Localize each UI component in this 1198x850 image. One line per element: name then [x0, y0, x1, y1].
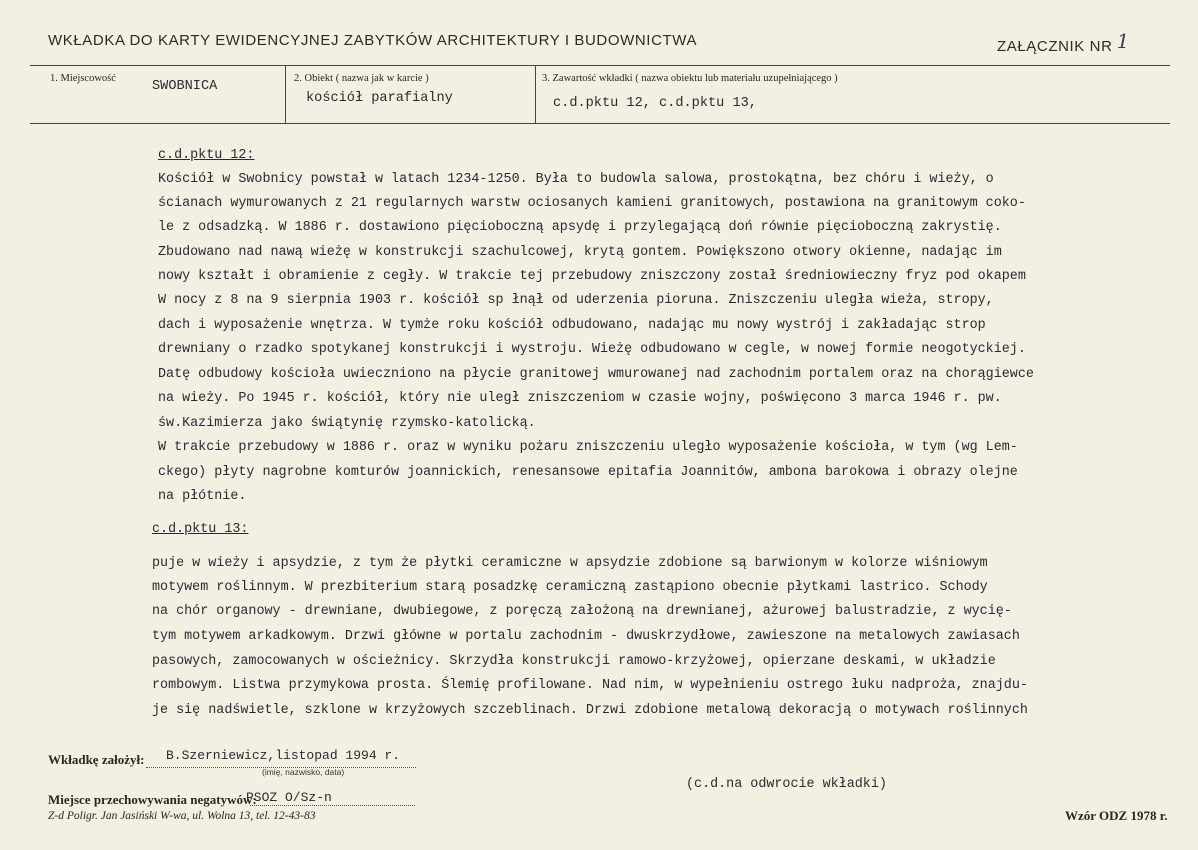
text-line: dach i wyposażenie wnętrza. W tymże roku kościół odbudowano, nadając mu nowy wystrój i zakładając strop: [158, 318, 986, 333]
text-line: Zbudowano nad nawą wieżę w konstrukcji szachulcowej, krytą gontem. Powiększono otwory okienne, nadając im: [158, 245, 1002, 260]
text-line: tym motywem arkadkowym. Drzwi główne w portalu zachodnim - dwuskrzydłowe, zawieszone na metalowych zawiasach: [152, 629, 1020, 644]
text-line: na płótnie.: [158, 489, 247, 504]
author-value: B.Szerniewicz,listopad 1994 r.: [166, 748, 401, 763]
text-line: le z odsadzką. W 1886 r. dostawiono pięcioboczną apsydę i przylegającą doń równie pięcioboczną zakrystię.: [158, 220, 1002, 235]
text-line: św.Kazimierza jako świątynię rzymsko-katolicką.: [158, 416, 536, 431]
text-line: ścianach wymurowanych z 21 regularnych warstw ociosanych kamieni granitowych, postawiona na granitowym coko-: [158, 196, 1026, 211]
text-line: Kościół w Swobnicy powstał w latach 1234-1250. Była to budowla salowa, prostokątna, bez chóru i wieży, o: [158, 172, 994, 187]
text-line: nowy kształt i obramienie z cegły. W trakcie tej przebudowy zniszczony został średniowieczny fryz pod okapem: [158, 269, 1026, 284]
form-title: WKŁADKA DO KARTY EWIDENCYJNEJ ZABYTKÓW ARCHITEKTURY I BUDOWNICTWA: [48, 32, 698, 49]
text-line: Datę odbudowy kościoła uwieczniono na płycie granitowej wmurowanej nad zachodnim portalem oraz na chorągiewce: [158, 367, 1034, 382]
contents-label: 3. Zawartość wkładki ( nazwa obiektu lub materiału uzupełniającego ): [542, 73, 838, 84]
field-table-bottom-rule: [30, 123, 1170, 124]
continued-note: (c.d.na odwrocie wkładki): [686, 777, 887, 792]
field-divider-2: [535, 65, 536, 123]
form-template-label: Wzór ODZ 1978 r.: [1065, 808, 1168, 823]
contents-value: c.d.pktu 12, c.d.pktu 13,: [553, 96, 757, 111]
object-value: kościół parafialny: [306, 91, 453, 106]
object-label: 2. Obiekt ( nazwa jak w karcie ): [294, 73, 429, 84]
printer-imprint: Z-d Poligr. Jan Jasiński W-wa, ul. Wolna 13, tel. 12-43-83: [48, 810, 316, 822]
field-divider-1: [285, 65, 286, 123]
text-line: na wieży. Po 1945 r. kościół, który nie uległ zniszczeniom w czasie wojny, poświęcono 3 marca 1946 r. pw.: [158, 391, 1002, 406]
field-table-top-rule: [30, 65, 1170, 66]
location-label: 1. Miejscowość: [50, 73, 116, 84]
section-heading: c.d.pktu 12:: [158, 148, 255, 163]
text-line: je się nadświetle, szklone w krzyżowych szczeblinach. Drzwi zdobione metalową dekoracją o motywach roślinnych: [152, 703, 1028, 718]
text-line: ckego) płyty nagrobne komturów joannickich, renesansowe epitafia Joannitów, ambona barokowa i obrazy olejne: [158, 465, 1018, 480]
author-label: Wkładkę założył:: [48, 752, 145, 767]
text-line: motywem roślinnym. W prezbiterium starą posadzkę ceramiczną zastąpiono obecnie płytkami lastrico. Schody: [152, 580, 988, 595]
annex-label: ZAŁĄCZNIK NR: [997, 38, 1113, 55]
section-heading: c.d.pktu 13:: [152, 522, 249, 537]
text-line: W nocy z 8 na 9 sierpnia 1903 r. kościół sp łnął od uderzenia pioruna. Zniszczeniu uległa wieża, stropy,: [158, 293, 994, 308]
text-line: na chór organowy - drewniane, dwubiegowe, z poręczą założoną na drewnianej, ażurowej balustradzie, z wycię-: [152, 604, 1012, 619]
annex-number: 1: [1116, 29, 1130, 53]
annex-label-wrap: [997, 29, 1130, 56]
text-line: rombowym. Listwa przymykowa prosta. Ślemię profilowane. Nad nim, w wypełnieniu ostrego łuku nadproża, znajdu-: [152, 678, 1028, 693]
negatives-value: PSOZ O/Sz-n: [246, 790, 332, 805]
location-value: SWOBNICA: [152, 79, 218, 94]
negatives-label: Miejsce przechowywania negatywów:: [48, 792, 257, 807]
text-line: W trakcie przebudowy w 1886 r. oraz w wyniku pożaru zniszczeniu uległo wyposażenie kościoła, w tym (wg Lem-: [158, 440, 1018, 455]
text-line: drewniany o rzadko spotykanej konstrukcji i wystroju. Wieżę odbudowano w cegle, w nowej formie neogotyckiej.: [158, 342, 1026, 357]
text-line: puje w wieży i apsydzie, z tym że płytki ceramiczne w apsydzie zdobione są barwionym w kolorze wiśniowym: [152, 556, 988, 571]
author-caption: (imię, nazwisko, data): [262, 767, 345, 777]
text-line: pasowych, zamocowanych w ościeżnicy. Skrzydła konstrukcji ramowo-krzyżowej, opierzane deskami, w układzie: [152, 654, 996, 669]
